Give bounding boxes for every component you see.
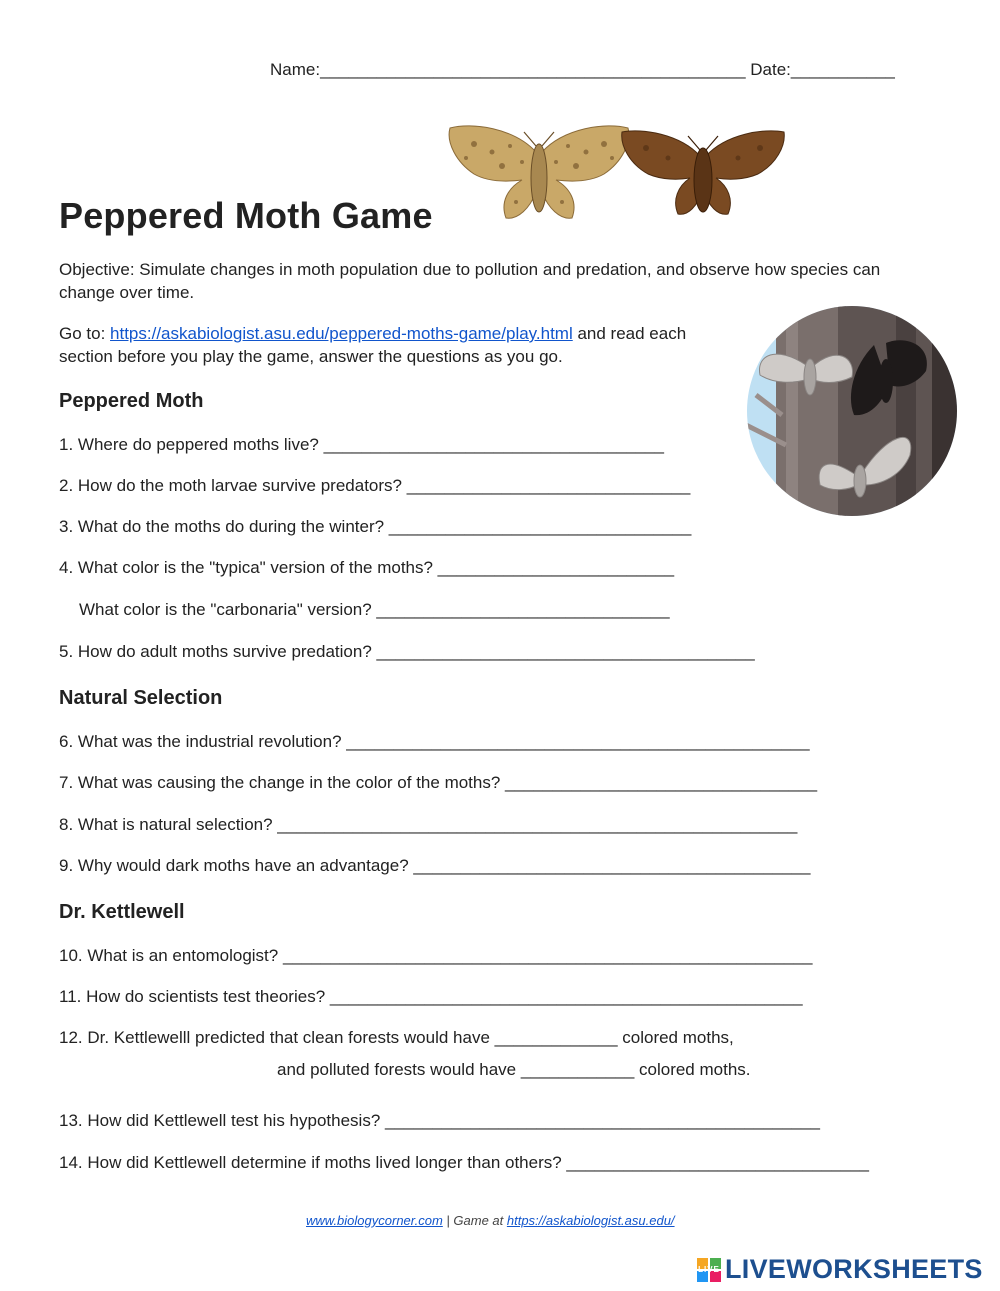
question-9: 9. Why would dark moths have an advantage? __________________________________________ [59, 856, 811, 875]
question-6: 6. What was the industrial revolution? _________________________________________________ [59, 732, 810, 751]
dark-moth-image [622, 131, 785, 214]
goto-line2: section before you play the game, answer the questions as you go. [59, 347, 563, 366]
question-1: 1. Where do peppered moths live? ____________________________________ [59, 435, 664, 454]
game-link[interactable]: https://askabiologist.asu.edu/peppered-moths-game/play.html [110, 324, 573, 343]
liveworksheets-logo [697, 1254, 993, 1288]
question-13: 13. How did Kettlewell test his hypothesis? ______________________________________________ [59, 1111, 820, 1130]
question-12: 12. Dr. Kettlewelll predicted that clean forests would have _____________ colored moths, [59, 1028, 734, 1047]
objective-text: Objective: Simulate changes in moth population due to pollution and predation, and observe how species can change over time. [59, 260, 881, 302]
name-date-line: Name:_____________________________________________ Date:___________ [270, 60, 895, 79]
question-4: 4. What color is the "typica" version of the moths? _________________________ [59, 558, 675, 577]
goto-suffix: and read each [572, 324, 687, 343]
question-2: 2. How do the moth larvae survive predators? ______________________________ [59, 476, 691, 495]
live-logo-icon [697, 1258, 721, 1282]
question-5: 5. How do adult moths survive predation? ________________________________________ [59, 642, 755, 661]
question-11: 11. How do scientists test theories? __________________________________________________ [59, 987, 803, 1006]
goto-prefix: Go to: [59, 324, 111, 343]
live-logo-letters: LIVE [698, 1265, 720, 1274]
question-7: 7. What was causing the change in the color of the moths? _________________________________ [59, 773, 818, 792]
moth-photos [444, 122, 789, 227]
footer-credits [306, 1213, 675, 1228]
question-3: 3. What do the moths do during the winter? ________________________________ [59, 517, 692, 536]
question-4b: What color is the "carbonaria" version? _______________________________ [79, 600, 670, 619]
question-8: 8. What is natural selection? _______________________________________________________ [59, 815, 798, 834]
brand-name: LIVEWORKSHEETS [725, 1254, 983, 1284]
section-heading-kettlewell: Dr. Kettlewell [59, 901, 185, 923]
page-title: Peppered Moth Game [59, 195, 433, 236]
section-heading-peppered-moth: Peppered Moth [59, 390, 204, 412]
section-heading-natural-selection: Natural Selection [59, 687, 223, 709]
footer-site-link[interactable]: www.biologycorner.com [306, 1213, 443, 1228]
question-14: 14. How did Kettlewell determine if moths lived longer than others? ________________________________ [59, 1153, 869, 1172]
footer-game-link[interactable]: https://askabiologist.asu.edu/ [506, 1213, 675, 1228]
instructions [59, 322, 739, 368]
question-12-continued: and polluted forests would have ____________ colored moths. [277, 1060, 751, 1079]
light-moth-image [449, 126, 629, 218]
question-10: 10. What is an entomologist? ________________________________________________________ [59, 946, 813, 965]
footer-mid: | Game at [442, 1213, 507, 1228]
moths-on-tree-illustration [746, 305, 958, 517]
